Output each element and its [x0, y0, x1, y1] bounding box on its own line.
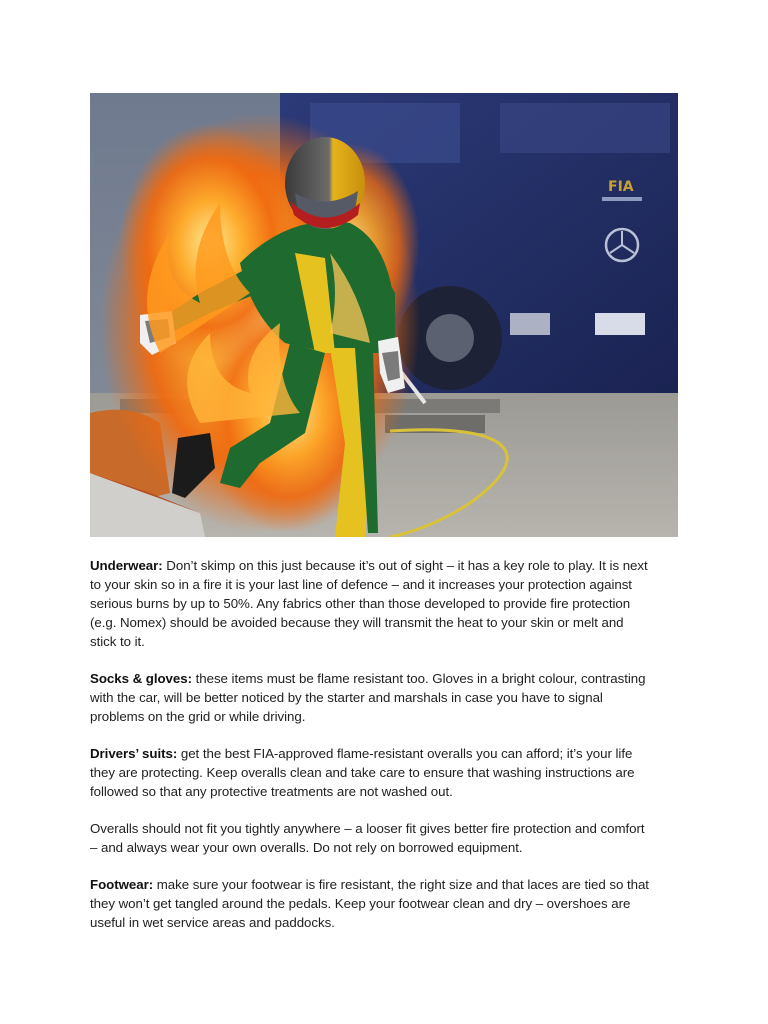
heading-underwear: Underwear: [90, 558, 163, 573]
body-text [90, 556, 650, 950]
svg-text:FIA: FIA [608, 179, 634, 195]
text-drivers-suits: get the best FIA-approved flame-resistant overalls you can afford; it’s your life they are protecting. Keep overalls clean and take care to ensure that washing instructions are followed so that any protective treatments are not washed out. [90, 746, 635, 799]
heading-footwear: Footwear: [90, 877, 154, 892]
text-socks-gloves: these items must be flame resistant too. Gloves in a bright colour, contrasting with the car, will be better noticed by the starter and marshals in case you have to signal problems on the grid or while driving. [90, 671, 646, 724]
paragraph-socks-gloves [90, 669, 650, 726]
paragraph-footwear [90, 875, 650, 932]
heading-drivers-suits: Drivers’ suits: [90, 746, 178, 761]
fire-test-illustration [90, 93, 678, 537]
paragraph-overalls [90, 819, 650, 857]
paragraph-underwear [90, 556, 650, 651]
text-overalls: Overalls should not fit you tightly anywhere – a looser fit gives better fire protection and comfort – and always wear your own overalls. Do not rely on borrowed equipment. [90, 821, 645, 855]
heading-socks-gloves: Socks & gloves: [90, 671, 192, 686]
paragraph-drivers-suits [90, 744, 650, 801]
text-footwear: make sure your footwear is fire resistant, the right size and that laces are tied so that they won’t get tangled around the pedals. Keep your footwear clean and dry – overshoes are useful in wet service areas and paddocks. [90, 877, 649, 930]
text-underwear: Don’t skimp on this just because it’s out of sight – it has a key role to play. It is next to your skin so in a fire it is your last line of defence – and it increases your protection against serious burns by up to 50%. Any fabrics other than those developed to provide fire protection (e.g. Nomex) should be avoided because they will transmit the heat to your skin or melt and stick to it. [90, 558, 648, 649]
fire-test-photo [90, 93, 678, 537]
